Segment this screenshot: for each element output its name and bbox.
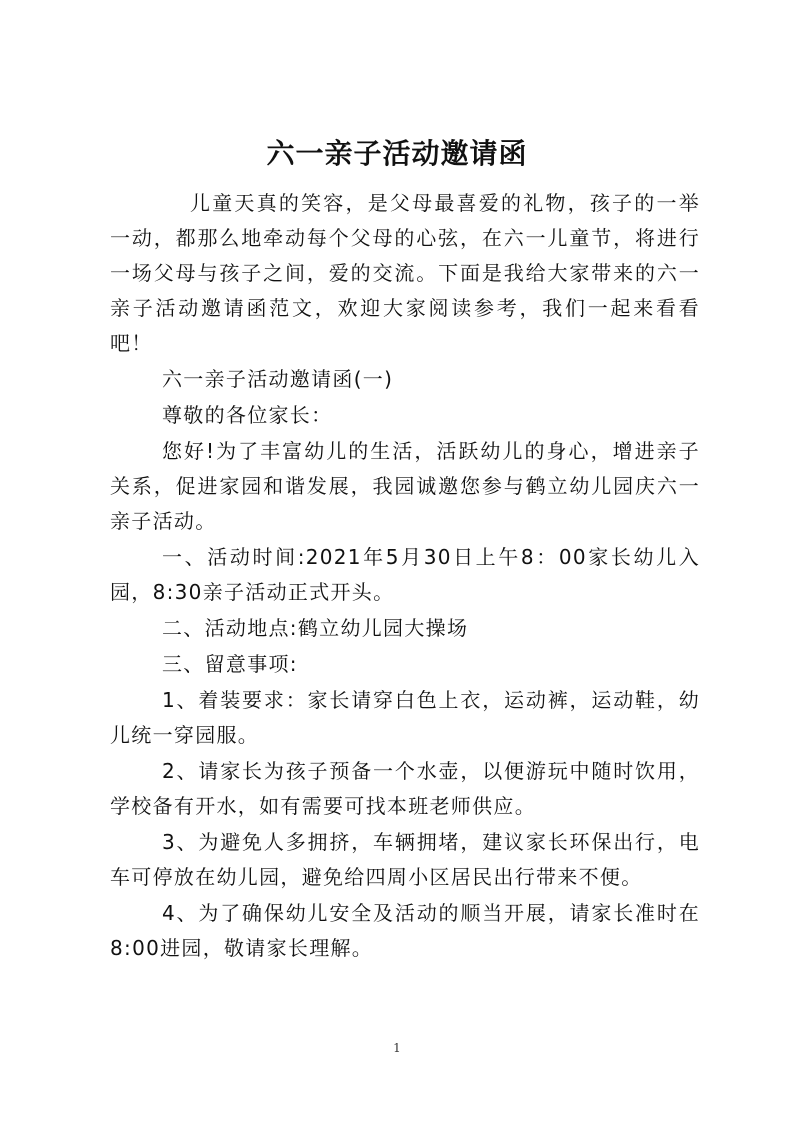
note-item: 1、着装要求：家长请穿白色上衣，运动裤，运动鞋，幼儿统一穿园服。 bbox=[110, 688, 700, 747]
intro-paragraph: 儿童天真的笑容，是父母最喜爱的礼物，孩子的一举一动，都那么地牵动每个父母的心弦，在六一儿童节，将进行一场父母与孩子之间，爱的交流。下面是我给大家带来的六一亲子活动邀请函范文，欢迎大家阅读参考，我们一起来看看吧！ bbox=[110, 191, 700, 355]
salutation: 尊敬的各位家长： bbox=[162, 403, 333, 427]
note-item: 3、为避免人多拥挤，车辆拥堵，建议家长环保出行，电车可停放在幼儿园，避免给四周小区居民出行带来不便。 bbox=[110, 830, 700, 889]
note-item: 2、请家长为孩子预备一个水壶，以便游玩中随时饮用，学校备有开水，如有需要可找本班老师供应。 bbox=[110, 759, 700, 818]
section-heading: 六一亲子活动邀请函(一) bbox=[162, 367, 394, 391]
document-title: 六一亲子活动邀请函 bbox=[266, 137, 528, 170]
note-item: 4、为了确保幼儿安全及活动的顺当开展，请家长准时在8:00进园，敬请家长理解。 bbox=[110, 901, 700, 960]
page-number: 1 bbox=[393, 1041, 401, 1055]
event-time-paragraph: 一、活动时间:2021年5月30日上午8：00家长幼儿入园，8:30亲子活动正式开头。 bbox=[110, 545, 700, 604]
document-body bbox=[110, 186, 700, 966]
event-location-paragraph: 二、活动地点:鹤立幼儿园大操场 bbox=[162, 616, 469, 640]
greeting-paragraph: 您好!为了丰富幼儿的生活，活跃幼儿的身心，增进亲子关系，促进家园和谐发展，我园诚邀您参与鹤立幼儿园庆六一亲子活动。 bbox=[110, 439, 700, 533]
notes-heading: 三、留意事项: bbox=[162, 652, 298, 676]
